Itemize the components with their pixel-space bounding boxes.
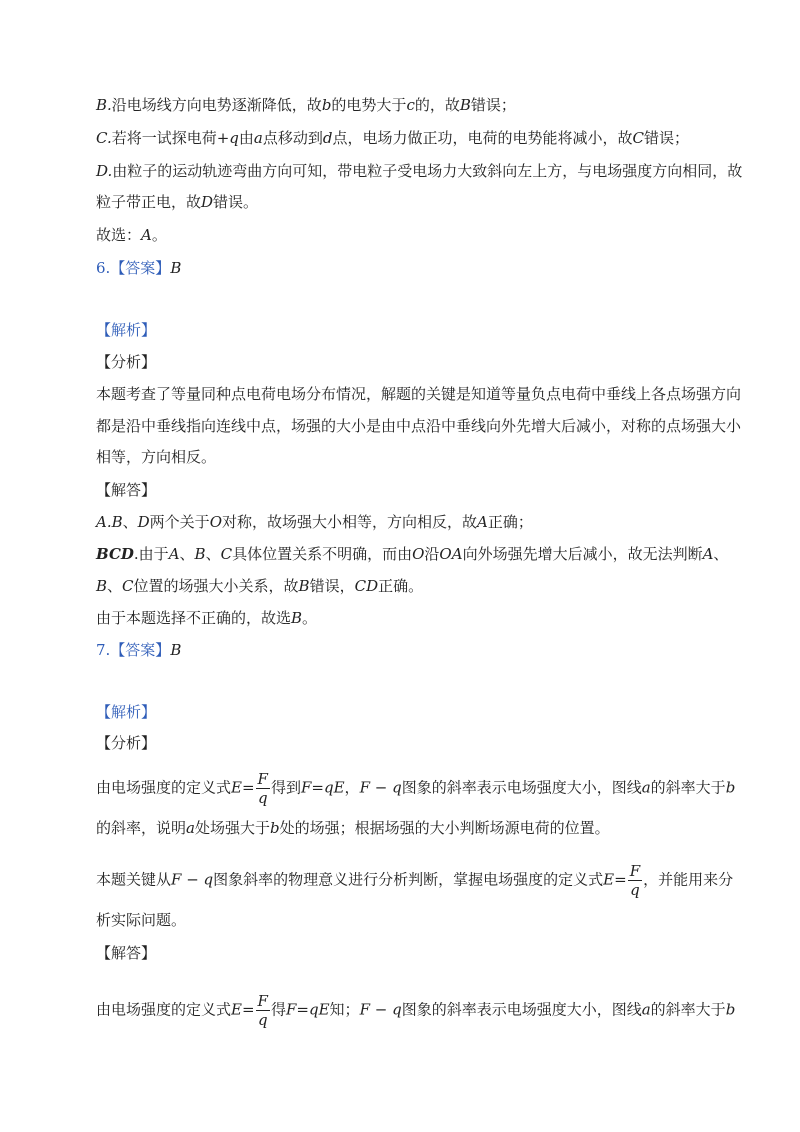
q7-fenxi-label: 【分析】 [96, 734, 157, 752]
text: 的，故 [414, 96, 460, 114]
text: 对称，故场强大小相等，方向相反，故 [222, 513, 478, 531]
fraction [628, 862, 642, 899]
q7-key-line-1 [96, 862, 733, 899]
math-var: b [321, 96, 332, 114]
math-var: b [269, 819, 280, 837]
math-var: b [725, 778, 736, 797]
text: 正确。 [378, 577, 424, 595]
math-var: C [632, 129, 644, 147]
math-var: F [171, 870, 182, 889]
math-var: qE [308, 1000, 330, 1019]
option-label: B. [96, 96, 112, 114]
q6-analysis-label: 【解析】 [96, 321, 157, 339]
fraction-denominator: q [257, 1011, 268, 1029]
option-d-line-1 [96, 161, 742, 181]
text: 两个关于 [149, 513, 210, 531]
text: 的电势大于 [331, 96, 407, 114]
math-var: a [186, 819, 195, 837]
text: = [296, 1000, 309, 1019]
math-var: q [392, 778, 402, 797]
q7-jieda-line-1 [96, 992, 735, 1029]
q6-option-bcd-line-2 [96, 576, 423, 596]
text: .由于 [133, 545, 169, 563]
math-var: O [412, 545, 425, 563]
text: 正确； [487, 513, 533, 531]
math-var: E [603, 870, 615, 889]
text: ， [344, 778, 360, 797]
text: 得 [270, 1000, 286, 1019]
text: = [614, 870, 627, 889]
text: 、 [713, 545, 729, 563]
text: 若将一试探电荷+ [111, 129, 230, 147]
text: = [241, 778, 255, 797]
q6-fenxi-label: 【分析】 [96, 353, 157, 371]
option-label: A.B [96, 513, 123, 531]
text: 由 [238, 129, 254, 147]
math-var: C [220, 545, 233, 563]
text: 本题关键从 [96, 870, 172, 889]
answer-label: 6.【答案】 [96, 259, 171, 277]
fraction-numerator: F [629, 862, 641, 880]
answer-value: B [170, 641, 182, 659]
math-var: d [322, 129, 333, 147]
math-var: a [641, 778, 651, 797]
math-var: A [702, 545, 714, 563]
text: 图象的斜率表示电场强度大小，图线 [401, 778, 642, 797]
text: 、 [122, 513, 138, 531]
text: ，并能用来分 [643, 870, 734, 889]
option-label: BCD [96, 545, 134, 563]
math-var: b [725, 1000, 736, 1019]
text: 由电场强度的定义式 [96, 1000, 232, 1019]
text: 粒子带正电，故 [96, 193, 202, 211]
math-var: D [201, 193, 214, 211]
text: 。 [302, 609, 318, 627]
q7-fenxi-line-2 [96, 818, 610, 838]
q6-option-a-line [96, 512, 533, 532]
fraction-denominator: q [257, 789, 268, 807]
option-c-line [96, 128, 689, 148]
text: 点移动到 [262, 129, 323, 147]
math-var: q [392, 1000, 402, 1019]
q6-option-bcd-line-1 [96, 544, 728, 564]
text: 错误。 [213, 193, 259, 211]
text: 的斜率大于 [650, 1000, 726, 1019]
text: 错误， [309, 577, 355, 595]
text: 具体位置关系不明确，而由 [232, 545, 413, 563]
text: 沿电场线方向电势逐渐降低，故 [111, 96, 322, 114]
math-var: D [137, 513, 150, 531]
text: 、 [179, 545, 195, 563]
math-var: B [459, 96, 471, 114]
choice-line [96, 225, 167, 245]
text: − [181, 870, 204, 889]
math-var: C [122, 577, 134, 595]
text: = [311, 778, 324, 797]
math-var: q [203, 870, 214, 889]
text: = [241, 1000, 255, 1019]
fraction-numerator: F [257, 770, 268, 788]
math-var: B [291, 609, 303, 627]
fraction-numerator: F [257, 992, 268, 1010]
fraction-denominator: q [630, 881, 640, 899]
text: 错误； [470, 96, 516, 114]
math-var: B [96, 577, 108, 595]
text: 位置的场强大小关系，故 [133, 577, 299, 595]
q6-answer-line [96, 258, 181, 278]
math-var: A [168, 545, 180, 563]
text: 由于本题选择不正确的，故选 [96, 609, 292, 627]
math-var: F [359, 778, 370, 797]
math-var: qE [323, 778, 345, 797]
math-var: q [229, 129, 239, 147]
text: 图象斜率的物理意义进行分析判断，掌握电场强度的定义式 [213, 870, 604, 889]
math-var: a [641, 1000, 651, 1019]
q7-analysis-label: 【解析】 [96, 703, 157, 721]
text: 知； [329, 1000, 360, 1019]
text: 故选： [96, 226, 142, 244]
q7-answer-line [96, 640, 181, 660]
option-d-line-2 [96, 192, 258, 212]
text: 向外场强先增大后减小，故无法判断 [462, 545, 703, 563]
text: 。 [151, 226, 167, 244]
math-var: F [359, 1000, 370, 1019]
q6-jieda-label: 【解答】 [96, 481, 157, 499]
text: 沿 [424, 545, 440, 563]
math-var: CD [354, 577, 379, 595]
math-var: OA [439, 545, 463, 563]
q7-jieda-label: 【解答】 [96, 944, 157, 962]
math-var: B [194, 545, 206, 563]
q7-fenxi-line-1 [96, 770, 735, 807]
fraction [256, 770, 270, 807]
math-var: B [298, 577, 310, 595]
text: 的斜率大于 [650, 778, 726, 797]
math-var: E [231, 1000, 242, 1019]
text: 图象的斜率表示电场强度大小，图线 [401, 1000, 642, 1019]
math-var: E [231, 778, 242, 797]
math-var: a [253, 129, 263, 147]
text: − [369, 778, 393, 797]
math-var: A [477, 513, 488, 531]
text: 由粒子的运动轨迹弯曲方向可知，带电粒子受电场力大致斜向左上方，与电场强度方向相同，故 [112, 162, 743, 180]
fraction [256, 992, 270, 1029]
math-var: c [406, 96, 415, 114]
math-var: F [285, 1000, 297, 1019]
text: − [369, 1000, 393, 1019]
q7-key-line-2: 析实际问题。 [96, 911, 187, 929]
text: 处场强大于 [194, 819, 270, 837]
text: 、 [107, 577, 123, 595]
text: 得到 [270, 778, 301, 797]
math-var: F [300, 778, 312, 797]
text: 处的场强；根据场强的大小判断场源电荷的位置。 [279, 819, 610, 837]
text: 错误； [644, 129, 690, 147]
answer-value: B [170, 259, 182, 277]
answer-label: 7.【答案】 [96, 641, 171, 659]
text: 的斜率，说明 [96, 819, 187, 837]
text: 由电场强度的定义式 [96, 778, 232, 797]
q6-fenxi-line-3: 相等，方向相反。 [96, 448, 217, 466]
option-label: C. [96, 129, 112, 147]
text: 点，电场力做正功，电荷的电势能将减小，故 [332, 129, 633, 147]
q6-fenxi-line-2: 都是沿中垂线指向连线中点，场强的大小是由中点沿中垂线向外先增大后减小，对称的点场强大小 [96, 417, 742, 435]
text: 、 [205, 545, 221, 563]
option-b-line [96, 95, 516, 115]
q6-fenxi-line-1: 本题考查了等量同种点电荷电场分布情况，解题的关键是知道等量负点电荷中垂线上各点场强方向 [96, 385, 742, 403]
option-label: D. [96, 162, 113, 180]
math-var: O [209, 513, 222, 531]
q6-final-line [96, 608, 317, 628]
math-var: A [141, 226, 152, 244]
